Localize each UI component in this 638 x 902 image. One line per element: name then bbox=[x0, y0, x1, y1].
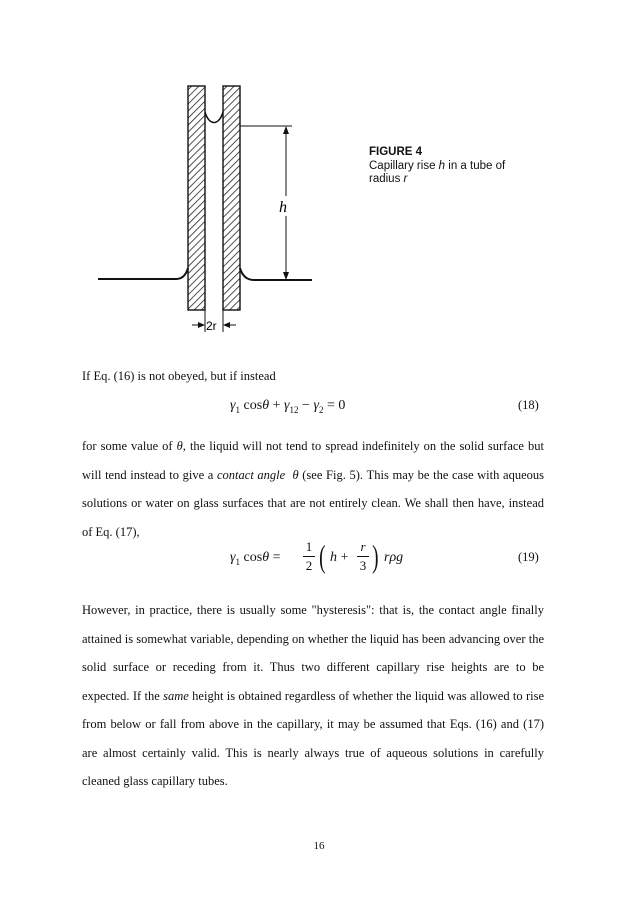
equation-18-expr: $\gamma_1$ $\cos\theta + \gamma_{12} - \gamma_2 = 0$ bbox=[230, 398, 346, 415]
equation-18-number: (18) bbox=[518, 398, 539, 412]
h-arrow-up bbox=[283, 126, 289, 134]
meniscus bbox=[205, 112, 223, 123]
tube-wall-left bbox=[188, 86, 205, 310]
equation-19: $\gamma_1$ cosθ = 1 2 ( h + r 3 ) rρg (19) bbox=[230, 538, 539, 574]
page-number: 16 bbox=[313, 840, 325, 852]
h-label: h bbox=[279, 199, 287, 216]
paragraph-hysteresis: However, in practice, there is usually some "hysteresis": that is, the contact angle finally attained is somewhat variable, depending on whether the liquid has been advancing over the solid surface or receding from it. Thus two different capillary rise heights are to be expected. If the same height is obtained regardless of whether the liquid was allowed to rise from below or fall from above in the capillary, it may be assumed that Eqs. (16) and (17) are almost certainly valid. This is nearly always true of aqueous solutions in carefully cleaned glass capillary tubes. bbox=[82, 603, 545, 788]
liquid-surface-right bbox=[240, 268, 312, 280]
equation-19-number: (19) bbox=[518, 550, 539, 564]
figure-caption-text: Capillary rise h in a tube of radius r bbox=[369, 159, 506, 185]
figure-caption bbox=[369, 146, 519, 187]
tube-wall-right bbox=[223, 86, 240, 310]
2r-arrow-right bbox=[223, 322, 230, 328]
equation-19-expr: $\gamma_1$ cosθ = bbox=[230, 550, 281, 567]
figure-caption-title: FIGURE 4 bbox=[369, 146, 423, 158]
paragraph-intro: If Eq. (16) is not obeyed, but if instead bbox=[82, 369, 276, 383]
2r-label: 2r bbox=[206, 319, 217, 333]
paragraph-contact-angle: for some value of θ, the liquid will not tend to spread indefinitely on the solid surface but will tend instead to give a contact angle θ (see Fig. 5). This may be the case with aqueous solutions or water on glass surfaces that are not entirely clean. We shall then have, instead of Eq. (17), bbox=[82, 439, 544, 539]
h-arrow-down bbox=[283, 272, 289, 280]
capillary-rise-figure bbox=[80, 70, 350, 345]
2r-arrow-left bbox=[198, 322, 205, 328]
liquid-surface-left bbox=[98, 268, 188, 279]
